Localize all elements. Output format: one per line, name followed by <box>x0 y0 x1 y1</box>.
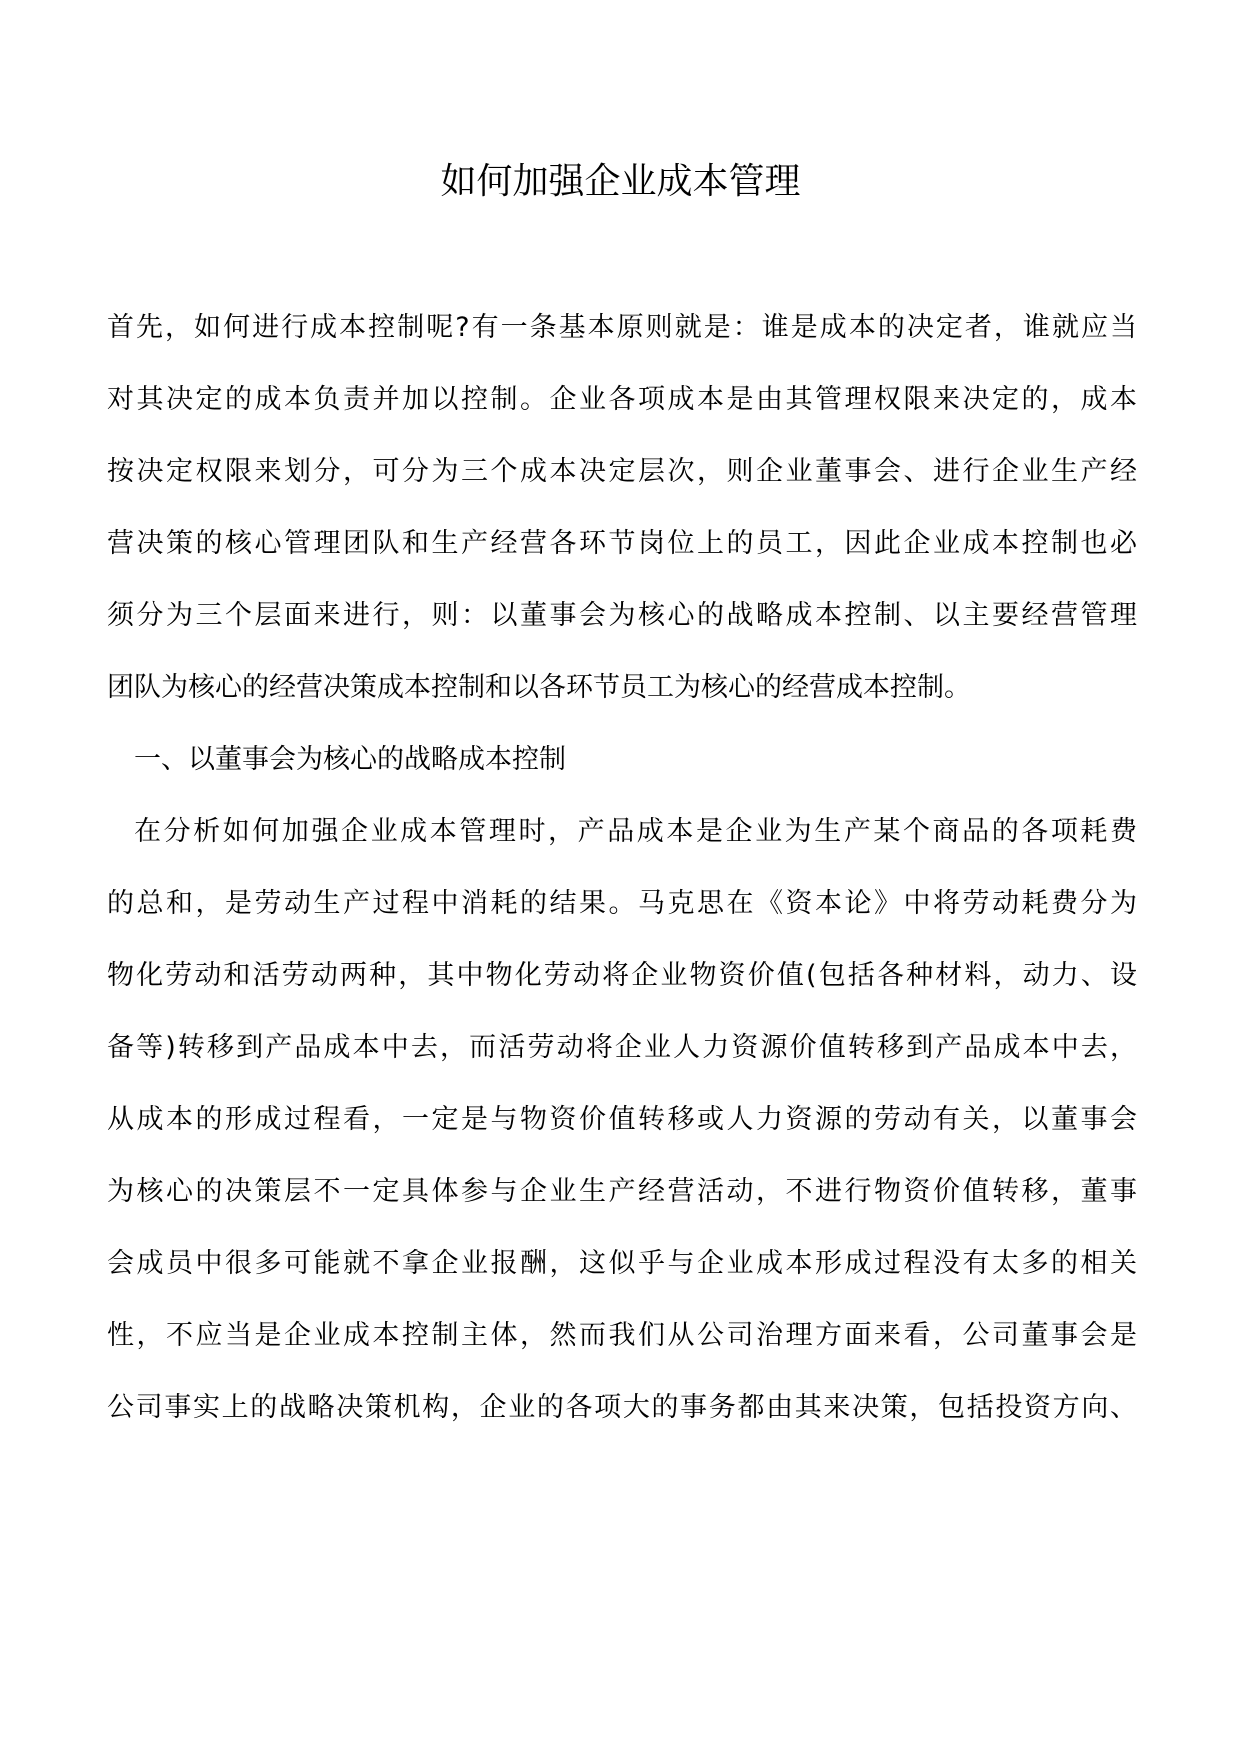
paragraph-line: 须分为三个层面来进行，则：以董事会为核心的战略成本控制、以主要经营管理 <box>107 600 1137 631</box>
paragraph-line: 首先，如何进行成本控制呢?有一条基本原则就是：谁是成本的决定者，谁就应当 <box>107 312 1137 343</box>
paragraph-line: 会成员中很多可能就不拿企业报酬，这似乎与企业成本形成过程没有太多的相关 <box>107 1248 1137 1279</box>
paragraph-line: 从成本的形成过程看，一定是与物资价值转移或人力资源的劳动有关，以董事会 <box>107 1104 1137 1135</box>
paragraph-line: 营决策的核心管理团队和生产经营各环节岗位上的员工，因此企业成本控制也必 <box>107 528 1137 559</box>
paragraph-line: 按决定权限来划分，可分为三个成本决定层次，则企业董事会、进行企业生产经 <box>107 456 1137 487</box>
paragraph-line: 的总和，是劳动生产过程中消耗的结果。马克思在《资本论》中将劳动耗费分为 <box>107 888 1137 919</box>
paragraph-line: 为核心的决策层不一定具体参与企业生产经营活动，不进行物资价值转移，董事 <box>107 1176 1137 1207</box>
paragraph-line: 团队为核心的经营决策成本控制和以各环节员工为核心的经营成本控制。 <box>107 672 971 703</box>
document-title: 如何加强企业成本管理 <box>440 161 801 202</box>
paragraph-line: 在分析如何加强企业成本管理时，产品成本是企业为生产某个商品的各项耗费 <box>134 816 1137 847</box>
paragraph-line: 对其决定的成本负责并加以控制。企业各项成本是由其管理权限来决定的，成本 <box>107 384 1137 415</box>
section-heading: 一、以董事会为核心的战略成本控制 <box>134 744 566 775</box>
paragraph-line: 物化劳动和活劳动两种，其中物化劳动将企业物资价值(包括各种材料，动力、设 <box>107 960 1137 991</box>
paragraph-line: 性，不应当是企业成本控制主体，然而我们从公司治理方面来看，公司董事会是 <box>107 1320 1137 1351</box>
paragraph-line: 备等)转移到产品成本中去，而活劳动将企业人力资源价值转移到产品成本中去， <box>107 1032 1137 1063</box>
paragraph-line: 公司事实上的战略决策机构，企业的各项大的事务都由其来决策，包括投资方向、 <box>107 1392 1137 1423</box>
